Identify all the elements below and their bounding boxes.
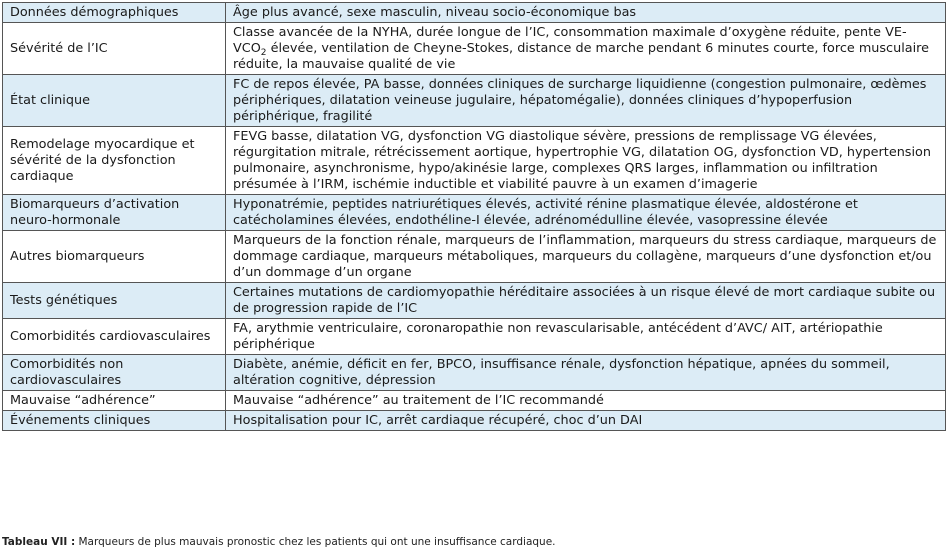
- prognostic-markers-table: [2, 2, 946, 431]
- row-label: Comorbidités non cardiovasculaires: [3, 355, 226, 391]
- row-label: Mauvaise “adhérence”: [3, 391, 226, 411]
- row-text: Hospitalisation pour IC, arrêt cardiaque récupéré, choc d’un DAI: [226, 411, 946, 431]
- table-row: [3, 231, 946, 283]
- row-text: Âge plus avancé, sexe masculin, niveau socio-économique bas: [226, 3, 946, 23]
- row-text: Diabète, anémie, déficit en fer, BPCO, insuffisance rénale, dysfonction hépatique, apnées du sommeil, altération cognitive, dépression: [226, 355, 946, 391]
- row-label: Remodelage myocardique et sévérité de la dysfonction cardiaque: [3, 127, 226, 195]
- row-text: FA, arythmie ventriculaire, coronaropathie non revascularisable, antécédent d’AVC/ AIT, artériopathie périphérique: [226, 319, 946, 355]
- row-label: Sévérité de l’IC: [3, 23, 226, 75]
- row-label: Biomarqueurs d’activation neuro-hormonale: [3, 195, 226, 231]
- row-text: Certaines mutations de cardiomyopathie héréditaire associées à un risque élevé de mort cardiaque subite ou de progression rapide de l’IC: [226, 283, 946, 319]
- row-label: Comorbidités cardiovasculaires: [3, 319, 226, 355]
- row-label: Événements cliniques: [3, 411, 226, 431]
- row-label: État clinique: [3, 75, 226, 127]
- table-caption: [2, 536, 556, 548]
- table-row: [3, 411, 946, 431]
- row-label: Autres biomarqueurs: [3, 231, 226, 283]
- row-text-subscript: 2: [260, 48, 267, 58]
- table-row: [3, 391, 946, 411]
- table-row: [3, 283, 946, 319]
- row-text: FC de repos élevée, PA basse, données cliniques de surcharge liquidienne (congestion pulmonaire, œdèmes périphériques, dilatation veineuse jugulaire, hépatomégalie), données cliniques d’hypoperfusion périphérique, fragilité: [226, 75, 946, 127]
- row-text: Hyponatrémie, peptides natriurétiques élevés, activité rénine plasmatique élevée, aldostérone et catécholamines élevées, endothéline-I élevée, adrénomédulline élevée, vasopressine élevée: [226, 195, 946, 231]
- table-row: [3, 127, 946, 195]
- row-text: Mauvaise “adhérence” au traitement de l’IC recommandé: [226, 391, 946, 411]
- row-text-part: élevée, ventilation de Cheyne-Stokes, distance de marche pendant 6 minutes courte, force musculaire réduite, la mauvaise qualité de vie: [233, 41, 930, 72]
- row-text: Marqueurs de la fonction rénale, marqueurs de l’inflammation, marqueurs du stress cardiaque, marqueurs de dommage cardiaque, marqueurs métaboliques, marqueurs du collagène, marqueurs d’une dysfonction et/ou d’un dommage d’un organe: [226, 231, 946, 283]
- table-row: [3, 23, 946, 75]
- row-label: Tests génétiques: [3, 283, 226, 319]
- table-row: [3, 355, 946, 391]
- table-row: [3, 195, 946, 231]
- table-row: [3, 319, 946, 355]
- table-row: [3, 75, 946, 127]
- row-text-part: Classe avancée de la NYHA, durée longue de l’IC, consommation maximale d’oxygène réduite, pente VE-VCO: [233, 25, 907, 56]
- caption-text: Marqueurs de plus mauvais pronostic chez les patients qui ont une insuffisance cardiaque.: [75, 536, 556, 548]
- row-label: Données démographiques: [3, 3, 226, 23]
- table-row: [3, 3, 946, 23]
- caption-label: Tableau VII :: [2, 536, 76, 548]
- row-text: FEVG basse, dilatation VG, dysfonction VG diastolique sévère, pressions de remplissage VG élevées, régurgitation mitrale, rétrécissement aortique, hypertrophie VG, dilatation OG, dysfonction VD, hypertension pulmonaire, asynchronisme, hypo/akinésie large, complexes QRS larges, inflammation ou infiltration présumée à l’IRM, ischémie inductible et viabilité pauvre à un examen d’imagerie: [226, 127, 946, 195]
- row-text: [226, 23, 946, 75]
